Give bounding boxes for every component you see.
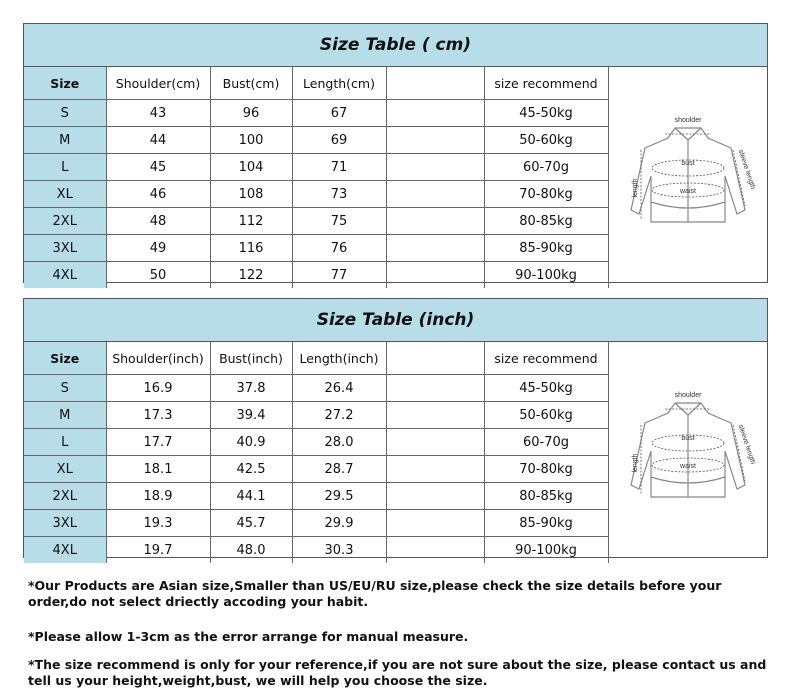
size-grid-cm [24,67,609,288]
table-cell: 70-80kg [484,181,608,208]
table-row [24,456,608,483]
size-cell: S [24,100,106,127]
jacket-icon [613,110,763,240]
table-cell: 80-85kg [484,483,608,510]
header-cell: Size [24,67,106,100]
table-cell [386,402,484,429]
size-cell: 2XL [24,483,106,510]
table-row [24,537,608,564]
table-cell [386,483,484,510]
label-waist: waist [679,187,696,195]
table-cell: 50-60kg [484,402,608,429]
table-cell: 29.9 [292,510,386,537]
table-cell: 18.9 [106,483,210,510]
header-cell: Shoulder(inch) [106,342,210,375]
table-cell: 45.7 [210,510,292,537]
table-cell: 90-100kg [484,537,608,564]
table-row [24,208,608,235]
table-cell: 27.2 [292,402,386,429]
table-cell: 49 [106,235,210,262]
header-cell [386,67,484,100]
table-cell [386,429,484,456]
table-cell: 29.5 [292,483,386,510]
table-cell: 50-60kg [484,127,608,154]
table-cell: 37.8 [210,375,292,402]
header-cell: size recommend [484,342,608,375]
table-cell: 45 [106,154,210,181]
table-cell: 71 [292,154,386,181]
table-cell: 108 [210,181,292,208]
table-row [24,127,608,154]
header-row [24,67,608,100]
header-row [24,342,608,375]
label-waist: waist [679,462,696,470]
size-cell: 4XL [24,262,106,289]
label-bust: bust [680,159,695,167]
table-cell: 73 [292,181,386,208]
table-row [24,262,608,289]
label-bust: bust [680,434,695,442]
table-cell: 16.9 [106,375,210,402]
table-row [24,100,608,127]
table-cell: 60-70g [484,429,608,456]
label-shoulder: shoulder [674,116,701,124]
size-cell: L [24,429,106,456]
table-cell [386,208,484,235]
table-cell: 96 [210,100,292,127]
label-shoulder: shoulder [674,391,701,399]
table-cell: 43 [106,100,210,127]
table-cell [386,154,484,181]
size-cell: XL [24,181,106,208]
table-cell: 17.7 [106,429,210,456]
table-cell: 39.4 [210,402,292,429]
table-cell: 30.3 [292,537,386,564]
table-cell: 100 [210,127,292,154]
table-cell: 48 [106,208,210,235]
table-row [24,429,608,456]
table-cell [386,510,484,537]
size-cell: M [24,127,106,154]
table-cell [386,100,484,127]
note-recommend: *The size recommend is only for your reference,if you are not sure about the size, please contact us and tell us your height,weight,bust, we will help you choose the size. [28,657,767,688]
table-cell [386,127,484,154]
table-cell [386,262,484,289]
table-title-cm: Size Table ( cm) [24,24,767,67]
table-cell: 77 [292,262,386,289]
table-cell [386,375,484,402]
jacket-diagram-cm [608,67,767,282]
table-cell [386,235,484,262]
size-cell: 3XL [24,235,106,262]
table-cell: 85-90kg [484,510,608,537]
header-cell: Size [24,342,106,375]
header-cell: Bust(cm) [210,67,292,100]
table-cell: 122 [210,262,292,289]
label-sleeve: sleeve length [736,148,756,190]
note-asian-size: *Our Products are Asian size,Smaller than US/EU/RU size,please check the size details before your order,do not select driectly accoding your habit. [28,578,722,609]
size-cell: 4XL [24,537,106,564]
table-cell: 18.1 [106,456,210,483]
table-row [24,154,608,181]
table-cell: 85-90kg [484,235,608,262]
header-cell: Length(inch) [292,342,386,375]
table-cell: 28.0 [292,429,386,456]
table-row [24,483,608,510]
table-cell: 46 [106,181,210,208]
label-length: length [631,452,639,473]
table-cell: 45-50kg [484,375,608,402]
table-cell: 44 [106,127,210,154]
header-cell: size recommend [484,67,608,100]
table-cell: 19.7 [106,537,210,564]
table-cell: 112 [210,208,292,235]
label-length: length [631,177,639,198]
table-row [24,375,608,402]
table-title-inch: Size Table (inch) [24,299,767,342]
table-cell: 116 [210,235,292,262]
table-cell: 45-50kg [484,100,608,127]
size-table-cm [23,23,768,283]
header-cell: Length(cm) [292,67,386,100]
table-row [24,402,608,429]
size-cell: XL [24,456,106,483]
table-cell: 26.4 [292,375,386,402]
table-cell: 44.1 [210,483,292,510]
table-cell: 90-100kg [484,262,608,289]
jacket-icon [613,385,763,515]
table-cell [386,456,484,483]
table-cell: 104 [210,154,292,181]
table-row [24,510,608,537]
table-cell: 28.7 [292,456,386,483]
label-sleeve: sleeve length [736,423,756,465]
header-cell [386,342,484,375]
note-error-range: *Please allow 1-3cm as the error arrange for manual measure. [28,629,469,644]
header-cell: Bust(inch) [210,342,292,375]
size-table-inch [23,298,768,558]
size-grid-inch [24,342,609,563]
table-cell: 70-80kg [484,456,608,483]
table-cell: 67 [292,100,386,127]
table-cell [386,537,484,564]
size-cell: M [24,402,106,429]
table-cell: 42.5 [210,456,292,483]
table-cell: 40.9 [210,429,292,456]
table-row [24,235,608,262]
size-cell: 3XL [24,510,106,537]
size-cell: L [24,154,106,181]
table-cell: 69 [292,127,386,154]
table-cell: 50 [106,262,210,289]
table-cell: 76 [292,235,386,262]
header-cell: Shoulder(cm) [106,67,210,100]
table-cell: 60-70g [484,154,608,181]
size-cell: S [24,375,106,402]
table-cell: 17.3 [106,402,210,429]
table-row [24,181,608,208]
table-cell: 75 [292,208,386,235]
table-cell [386,181,484,208]
table-cell: 48.0 [210,537,292,564]
table-cell: 80-85kg [484,208,608,235]
size-cell: 2XL [24,208,106,235]
jacket-diagram-inch [608,342,767,557]
table-cell: 19.3 [106,510,210,537]
